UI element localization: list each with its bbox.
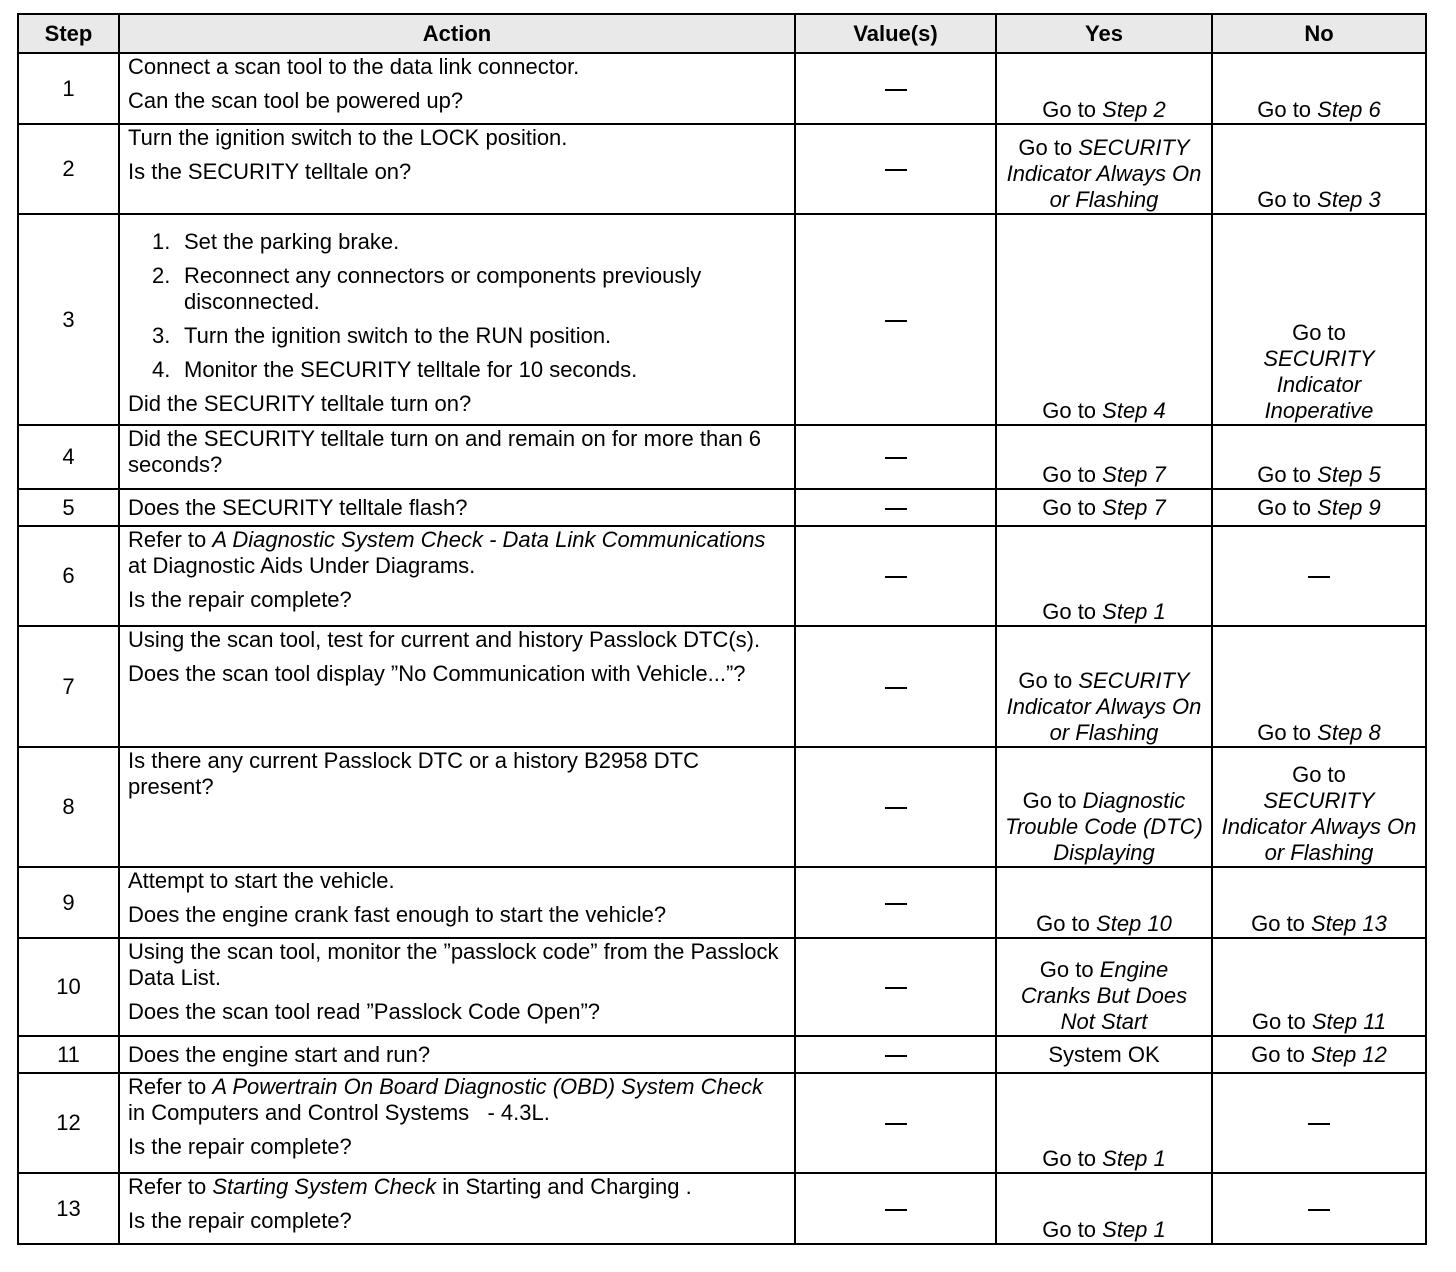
action-question: Is the repair complete?: [128, 587, 352, 612]
table-row: [18, 1173, 1426, 1244]
action-question: Did the SECURITY telltale turn on?: [128, 391, 472, 416]
no-cell: [1212, 626, 1426, 747]
no-link[interactable]: Step 11: [1311, 1009, 1387, 1034]
step-number: 8: [18, 747, 119, 867]
no-link[interactable]: SECURITY Indicator Always On or Flashing: [1221, 788, 1417, 865]
yes-link[interactable]: Engine Cranks But Does Not Start: [1020, 957, 1188, 1034]
value-cell: [795, 526, 996, 626]
action-cell: [119, 747, 795, 867]
yes-link[interactable]: Diagnostic Trouble Code (DTC) Displaying: [1005, 788, 1203, 865]
action-text: Refer to A Powertrain On Board Diagnostic (OBD) System Check in Computers and Control Systems - 4.3L.: [128, 1074, 763, 1125]
table-row: [18, 867, 1426, 938]
no-dash: [1308, 576, 1330, 578]
yes-prefix: Go to: [1036, 911, 1097, 936]
no-cell: [1212, 425, 1426, 489]
value-dash: [885, 1123, 907, 1125]
no-cell: [1212, 1173, 1426, 1244]
value-dash: [885, 987, 907, 989]
value-dash: [885, 89, 907, 91]
table-row: [18, 938, 1426, 1036]
yes-cell: [996, 214, 1212, 425]
yes-link[interactable]: Step 7: [1102, 462, 1166, 487]
no-cell: [1212, 1073, 1426, 1173]
table-row: [18, 53, 1426, 124]
no-prefix: Go to: [1257, 97, 1318, 122]
step-number: 7: [18, 626, 119, 747]
reference-link[interactable]: Starting System Check: [212, 1174, 437, 1199]
step-number: 2: [18, 124, 119, 214]
no-prefix: Go to: [1292, 320, 1346, 345]
yes-cell: [996, 1073, 1212, 1173]
no-dash: [1308, 1209, 1330, 1211]
action-question: Is the SECURITY telltale on?: [128, 159, 412, 184]
action-question: Is there any current Passlock DTC or a history B2958 DTC present?: [128, 748, 699, 799]
yes-cell: [996, 867, 1212, 938]
action-question: Does the engine start and run?: [128, 1041, 431, 1067]
diagnostic-table: [17, 13, 1427, 1245]
no-prefix: Go to: [1251, 911, 1312, 936]
no-cell: [1212, 124, 1426, 214]
no-cell: [1212, 526, 1426, 626]
step-number: 4: [18, 425, 119, 489]
no-cell: [1212, 747, 1426, 867]
step-number: 1: [18, 53, 119, 124]
yes-prefix: Go to: [1042, 398, 1103, 423]
value-dash: [885, 508, 907, 510]
action-cell: [119, 526, 795, 626]
value-dash: [885, 1209, 907, 1211]
action-text: Turn the ignition switch to the LOCK position.: [128, 125, 568, 150]
step-number: 9: [18, 867, 119, 938]
no-link[interactable]: Step 5: [1317, 462, 1381, 487]
value-cell: [795, 124, 996, 214]
yes-cell: [996, 526, 1212, 626]
action-cell: [119, 425, 795, 489]
table-row: [18, 1073, 1426, 1173]
no-link[interactable]: Step 6: [1317, 97, 1381, 122]
value-cell: [795, 1073, 996, 1173]
yes-prefix: Go to: [1042, 1217, 1103, 1242]
yes-cell: [996, 425, 1212, 489]
reference-link[interactable]: A Diagnostic System Check - Data Link Communications: [212, 527, 766, 552]
action-question: Did the SECURITY telltale turn on and remain on for more than 6 seconds?: [128, 426, 762, 477]
value-cell: [795, 747, 996, 867]
manual-section-link[interactable]: Computers and Control Systems - 4.3L.: [151, 1100, 550, 1125]
yes-cell: [996, 489, 1212, 526]
manual-section-link[interactable]: Starting and Charging .: [465, 1174, 692, 1199]
table-row: [18, 1036, 1426, 1073]
yes-result: System OK: [1048, 1041, 1160, 1067]
reference-link[interactable]: A Powertrain On Board Diagnostic (OBD) System Check: [212, 1074, 763, 1099]
yes-prefix: Go to: [1042, 599, 1103, 624]
yes-prefix: Go to: [1039, 957, 1100, 982]
table-row: [18, 124, 1426, 214]
yes-cell: [996, 53, 1212, 124]
yes-cell: [996, 124, 1212, 214]
value-cell: [795, 626, 996, 747]
no-prefix: Go to: [1257, 462, 1318, 487]
action-cell: [119, 1173, 795, 1244]
yes-link[interactable]: Step 7: [1102, 494, 1166, 520]
table-row: [18, 489, 1426, 526]
no-link[interactable]: Step 9: [1317, 494, 1381, 520]
table-row: [18, 626, 1426, 747]
no-prefix: Go to: [1257, 494, 1318, 520]
step-number: 12: [18, 1073, 119, 1173]
yes-cell: [996, 1173, 1212, 1244]
table-row: [18, 425, 1426, 489]
yes-prefix: Go to: [1042, 1146, 1103, 1171]
value-cell: [795, 53, 996, 124]
value-cell: [795, 1036, 996, 1073]
step-number: 6: [18, 526, 119, 626]
yes-prefix: Go to: [1042, 462, 1103, 487]
step-number: 3: [18, 214, 119, 425]
yes-link[interactable]: Step 2: [1102, 97, 1166, 122]
no-cell: [1212, 53, 1426, 124]
no-link[interactable]: Step 8: [1317, 720, 1381, 745]
action-text: Refer to Starting System Check in Starting and Charging .: [128, 1174, 692, 1199]
no-prefix: Go to: [1292, 762, 1346, 787]
yes-prefix: Go to: [1042, 494, 1103, 520]
value-dash: [885, 169, 907, 171]
value-dash: [885, 807, 907, 809]
action-question: Does the engine crank fast enough to start the vehicle?: [128, 902, 667, 927]
yes-link[interactable]: Step 10: [1096, 911, 1172, 936]
no-prefix: Go to: [1257, 720, 1318, 745]
value-dash: [885, 903, 907, 905]
yes-link[interactable]: Step 1: [1102, 1146, 1166, 1171]
yes-cell: [996, 626, 1212, 747]
value-cell: [795, 1173, 996, 1244]
value-cell: [795, 214, 996, 425]
table-row: [18, 526, 1426, 626]
action-text: Attempt to start the vehicle.: [128, 868, 395, 893]
step-number: 11: [18, 1036, 119, 1073]
action-cell: [119, 1036, 795, 1073]
yes-prefix: Go to: [1022, 788, 1083, 813]
no-cell: [1212, 938, 1426, 1036]
value-cell: [795, 489, 996, 526]
header-row: [18, 14, 1426, 53]
value-dash: [885, 576, 907, 578]
table-row: [18, 214, 1426, 425]
no-dash: [1308, 1123, 1330, 1125]
no-link[interactable]: Step 3: [1317, 187, 1381, 212]
table-row: [18, 747, 1426, 867]
header-no: No: [1212, 14, 1426, 53]
yes-link[interactable]: SECURITY Indicator Always On or Flashing: [1006, 668, 1202, 745]
action-cell: [119, 124, 795, 214]
yes-prefix: Go to: [1018, 135, 1079, 160]
substep: 1. Set the parking brake.: [152, 229, 400, 254]
no-cell: [1212, 489, 1426, 526]
action-text: Refer to A Diagnostic System Check - Data Link Communications at Diagnostic Aids Under Diagrams.: [128, 527, 766, 578]
yes-link[interactable]: Step 1: [1102, 599, 1166, 624]
action-cell: [119, 214, 795, 425]
action-text: Using the scan tool, test for current and history Passlock DTC(s).: [128, 627, 761, 652]
action-cell: [119, 867, 795, 938]
no-link[interactable]: Step 12: [1311, 1041, 1387, 1067]
action-question: Is the repair complete?: [128, 1208, 352, 1233]
no-prefix: Go to: [1251, 1041, 1312, 1067]
no-prefix: Go to: [1257, 187, 1318, 212]
yes-cell: [996, 938, 1212, 1036]
step-number: 13: [18, 1173, 119, 1244]
value-dash: [885, 320, 907, 322]
action-cell: [119, 489, 795, 526]
value-dash: [885, 687, 907, 689]
substep: 4. Monitor the SECURITY telltale for 10 seconds.: [152, 357, 638, 382]
action-text: Using the scan tool, monitor the ”passlock code” from the Passlock Data List.: [128, 939, 779, 990]
substep: 3. Turn the ignition switch to the RUN position.: [152, 323, 612, 348]
action-cell: [119, 53, 795, 124]
no-cell: [1212, 214, 1426, 425]
no-cell: [1212, 867, 1426, 938]
yes-prefix: Go to: [1018, 668, 1079, 693]
action-question: Is the repair complete?: [128, 1134, 352, 1159]
step-number: 5: [18, 489, 119, 526]
step-number: 10: [18, 938, 119, 1036]
value-dash: [885, 1055, 907, 1057]
action-cell: [119, 1073, 795, 1173]
action-text: Connect a scan tool to the data link connector.: [128, 54, 580, 79]
action-cell: [119, 938, 795, 1036]
yes-link[interactable]: SECURITY Indicator Always On or Flashing: [1006, 135, 1202, 212]
action-question: Does the scan tool read ”Passlock Code Open”?: [128, 999, 601, 1024]
action-cell: [119, 626, 795, 747]
header-step: Step: [18, 14, 119, 53]
value-dash: [885, 457, 907, 459]
substep: 2. Reconnect any connectors or components previously disconnected.: [152, 263, 702, 314]
yes-cell: [996, 1036, 1212, 1073]
no-link[interactable]: Step 13: [1311, 911, 1387, 936]
action-question: Can the scan tool be powered up?: [128, 88, 464, 113]
yes-prefix: Go to: [1042, 97, 1103, 122]
no-prefix: Go to: [1251, 1009, 1312, 1034]
yes-cell: [996, 747, 1212, 867]
header-values: Value(s): [795, 14, 996, 53]
action-question: Does the SECURITY telltale flash?: [128, 494, 468, 520]
value-cell: [795, 938, 996, 1036]
action-question: Does the scan tool display ”No Communication with Vehicle...”?: [128, 661, 746, 686]
no-cell: [1212, 1036, 1426, 1073]
action-substeps: [128, 215, 786, 383]
header-action: Action: [119, 14, 795, 53]
yes-link[interactable]: Step 4: [1102, 398, 1166, 423]
value-cell: [795, 425, 996, 489]
yes-link[interactable]: Step 1: [1102, 1217, 1166, 1242]
no-link[interactable]: SECURITY Indicator Inoperative: [1263, 346, 1375, 423]
header-yes: Yes: [996, 14, 1212, 53]
value-cell: [795, 867, 996, 938]
